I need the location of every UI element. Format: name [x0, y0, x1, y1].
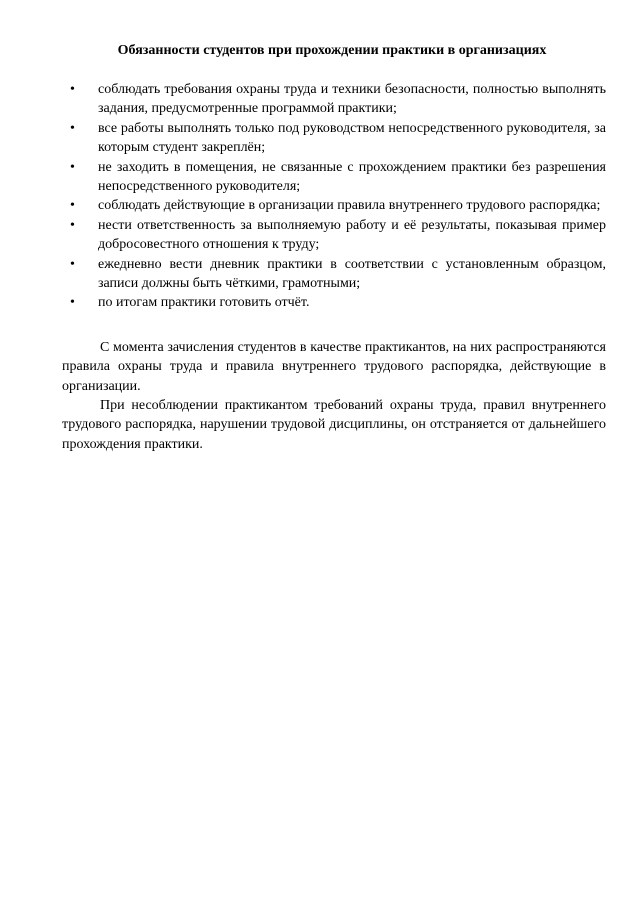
list-item-text: соблюдать действующие в организации правила внутреннего трудового распорядка; [98, 198, 601, 214]
duties-list [62, 80, 606, 313]
bullet-icon: • [70, 120, 75, 136]
bullet-icon: • [70, 159, 75, 175]
list-item [62, 119, 606, 158]
document-title: Обязанности студентов при прохождении практики в организациях [117, 43, 547, 58]
list-item-text: ежедневно вести дневник практики в соответствии с установленным образцом, записи должны быть чёткими, грамотными; [98, 256, 606, 292]
list-item [62, 80, 606, 119]
list-item-text: соблюдать требования охраны труда и техники безопасности, полностью выполнять задания, предусмотренные программой практики; [98, 82, 606, 117]
list-item [62, 255, 606, 294]
paragraph-suspension: При несоблюдении практикантом требований охраны труда, правил внутреннего трудового распорядка, нарушении трудовой дисциплины, он отстраняется от дальнейшего прохождения практики. [62, 398, 606, 452]
list-item [62, 196, 606, 215]
bullet-icon: • [70, 256, 75, 272]
list-item-text: все работы выполнять только под руководством непосредственного руководителя, за которым студент закреплён; [98, 120, 606, 156]
list-item [62, 216, 606, 255]
bullet-icon: • [70, 82, 75, 97]
list-item [62, 158, 606, 197]
paragraph-enrollment: С момента зачисления студентов в качестве практикантов, на них распространяются правила охраны труда и правила внутреннего трудового распорядка, действующие в организации. [62, 340, 606, 394]
list-item [62, 293, 606, 312]
bullet-icon: • [70, 295, 75, 311]
bullet-icon: • [70, 217, 75, 233]
list-item-text: не заходить в помещения, не связанные с прохождением практики без разрешения непосредственного руководителя; [98, 159, 606, 195]
list-item-text: по итогам практики готовить отчёт. [98, 295, 310, 311]
list-item-text: нести ответственность за выполняемую работу и её результаты, показывая пример добросовестного отношения к труду; [98, 217, 606, 253]
bullet-icon: • [70, 198, 75, 214]
